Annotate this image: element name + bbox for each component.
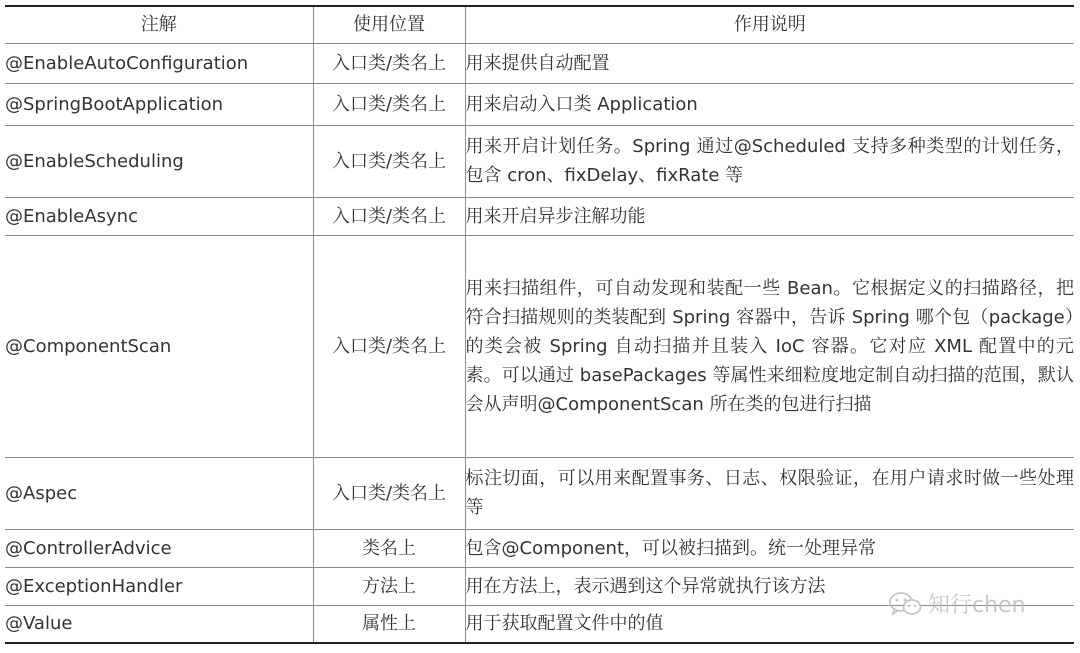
header-description: 作用说明 <box>465 6 1074 43</box>
position-cell: 方法上 <box>313 567 465 605</box>
position-cell: 入口类/类名上 <box>313 457 465 529</box>
annotation-cell: @ExceptionHandler <box>5 567 313 605</box>
annotation-table <box>5 5 1074 644</box>
header-position: 使用位置 <box>313 6 465 43</box>
description-cell: 标注切面，可以用来配置事务、日志、权限验证，在用户请求时做一些处理等 <box>465 457 1074 529</box>
table-row <box>5 457 1074 529</box>
position-cell: 入口类/类名上 <box>313 197 465 235</box>
table-row <box>5 125 1074 197</box>
annotation-cell: @SpringBootApplication <box>5 83 313 125</box>
header-annotation: 注解 <box>5 6 313 43</box>
description-cell: 用来开启异步注解功能 <box>465 197 1074 235</box>
annotation-cell: @EnableScheduling <box>5 125 313 197</box>
table-row <box>5 43 1074 83</box>
description-cell: 用来启动入口类 Application <box>465 83 1074 125</box>
position-cell: 属性上 <box>313 605 465 643</box>
table-row <box>5 83 1074 125</box>
watermark <box>888 588 1026 619</box>
description-cell: 包含@Component，可以被扫描到。统一处理异常 <box>465 529 1074 567</box>
watermark-text: 知行chen <box>928 593 1026 618</box>
annotation-cell: @EnableAsync <box>5 197 313 235</box>
position-cell: 类名上 <box>313 529 465 567</box>
description-cell: 用来提供自动配置 <box>465 43 1074 83</box>
annotation-cell: @ControllerAdvice <box>5 529 313 567</box>
description-cell: 用在方法上，表示遇到这个异常就执行该方法 <box>465 567 1074 605</box>
table-row <box>5 529 1074 567</box>
annotation-cell: @EnableAutoConfiguration <box>5 43 313 83</box>
table-row <box>5 197 1074 235</box>
annotation-cell: @Aspec <box>5 457 313 529</box>
table-row <box>5 235 1074 457</box>
position-cell: 入口类/类名上 <box>313 83 465 125</box>
annotation-cell: @Value <box>5 605 313 643</box>
annotation-cell: @ComponentScan <box>5 235 313 457</box>
wechat-icon <box>888 591 922 617</box>
table-header-row <box>5 6 1074 43</box>
position-cell: 入口类/类名上 <box>313 235 465 457</box>
description-cell: 用来扫描组件，可自动发现和装配一些 Bean。它根据定义的扫描路径，把符合扫描规则的类装配到 Spring 容器中，告诉 Spring 哪个包（package）的类会被 Spring 自动扫描并且装入 IoC 容器。它对应 XML 配置中的元素。可以通过 basePackages 等属性来细粒度地定制自动扫描的范围，默认会从声明@ComponentScan 所在类的包进行扫描 <box>465 235 1074 457</box>
position-cell: 入口类/类名上 <box>313 125 465 197</box>
description-cell: 用于获取配置文件中的值 <box>465 605 1074 643</box>
position-cell: 入口类/类名上 <box>313 43 465 83</box>
description-cell: 用来开启计划任务。Spring 通过@Scheduled 支持多种类型的计划任务，包含 cron、fixDelay、fixRate 等 <box>465 125 1074 197</box>
